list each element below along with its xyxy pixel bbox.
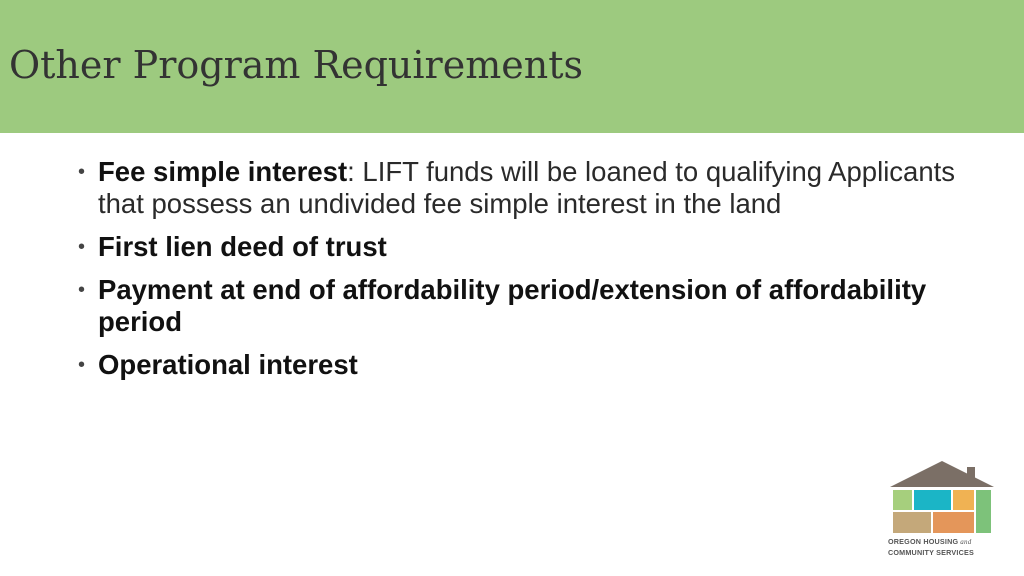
bullet-item (78, 349, 958, 381)
house-icon (888, 459, 996, 535)
block-orange (933, 512, 974, 533)
bullet-item (78, 231, 958, 263)
title-bar (0, 0, 1024, 133)
bullet-dot: • (78, 236, 86, 258)
bullet-heading: Fee simple interest (98, 156, 348, 187)
block-green-light (893, 490, 912, 510)
block-teal (914, 490, 951, 510)
block-yellow (953, 490, 974, 510)
bullet-heading: Payment at end of affordability period/extension of affordability period (98, 274, 927, 337)
bullet-item (78, 156, 958, 220)
bullet-text: : LIFT funds will be loaned to qualifying Applicants that possess an undivided fee simple interest in the land (98, 156, 956, 219)
logo-wordmark (888, 537, 998, 557)
slide-title: Other Program Requirements (9, 43, 583, 87)
bullet-item (78, 274, 958, 338)
bullet-dot: • (78, 354, 86, 376)
block-green-bar (976, 490, 991, 533)
logo-line2: COMMUNITY SERVICES (888, 547, 975, 557)
bullet-heading: Operational interest (98, 349, 358, 380)
house-roof (890, 461, 994, 487)
logo-line1: OREGON HOUSING (888, 537, 959, 546)
bullet-dot: • (78, 161, 86, 183)
block-tan (893, 512, 931, 533)
house-chimney (967, 467, 975, 479)
bullet-list (78, 156, 958, 392)
bullet-heading: First lien deed of trust (98, 231, 387, 262)
logo-and: and (960, 538, 972, 546)
ohcs-logo (888, 459, 996, 563)
bullet-dot: • (78, 279, 86, 301)
